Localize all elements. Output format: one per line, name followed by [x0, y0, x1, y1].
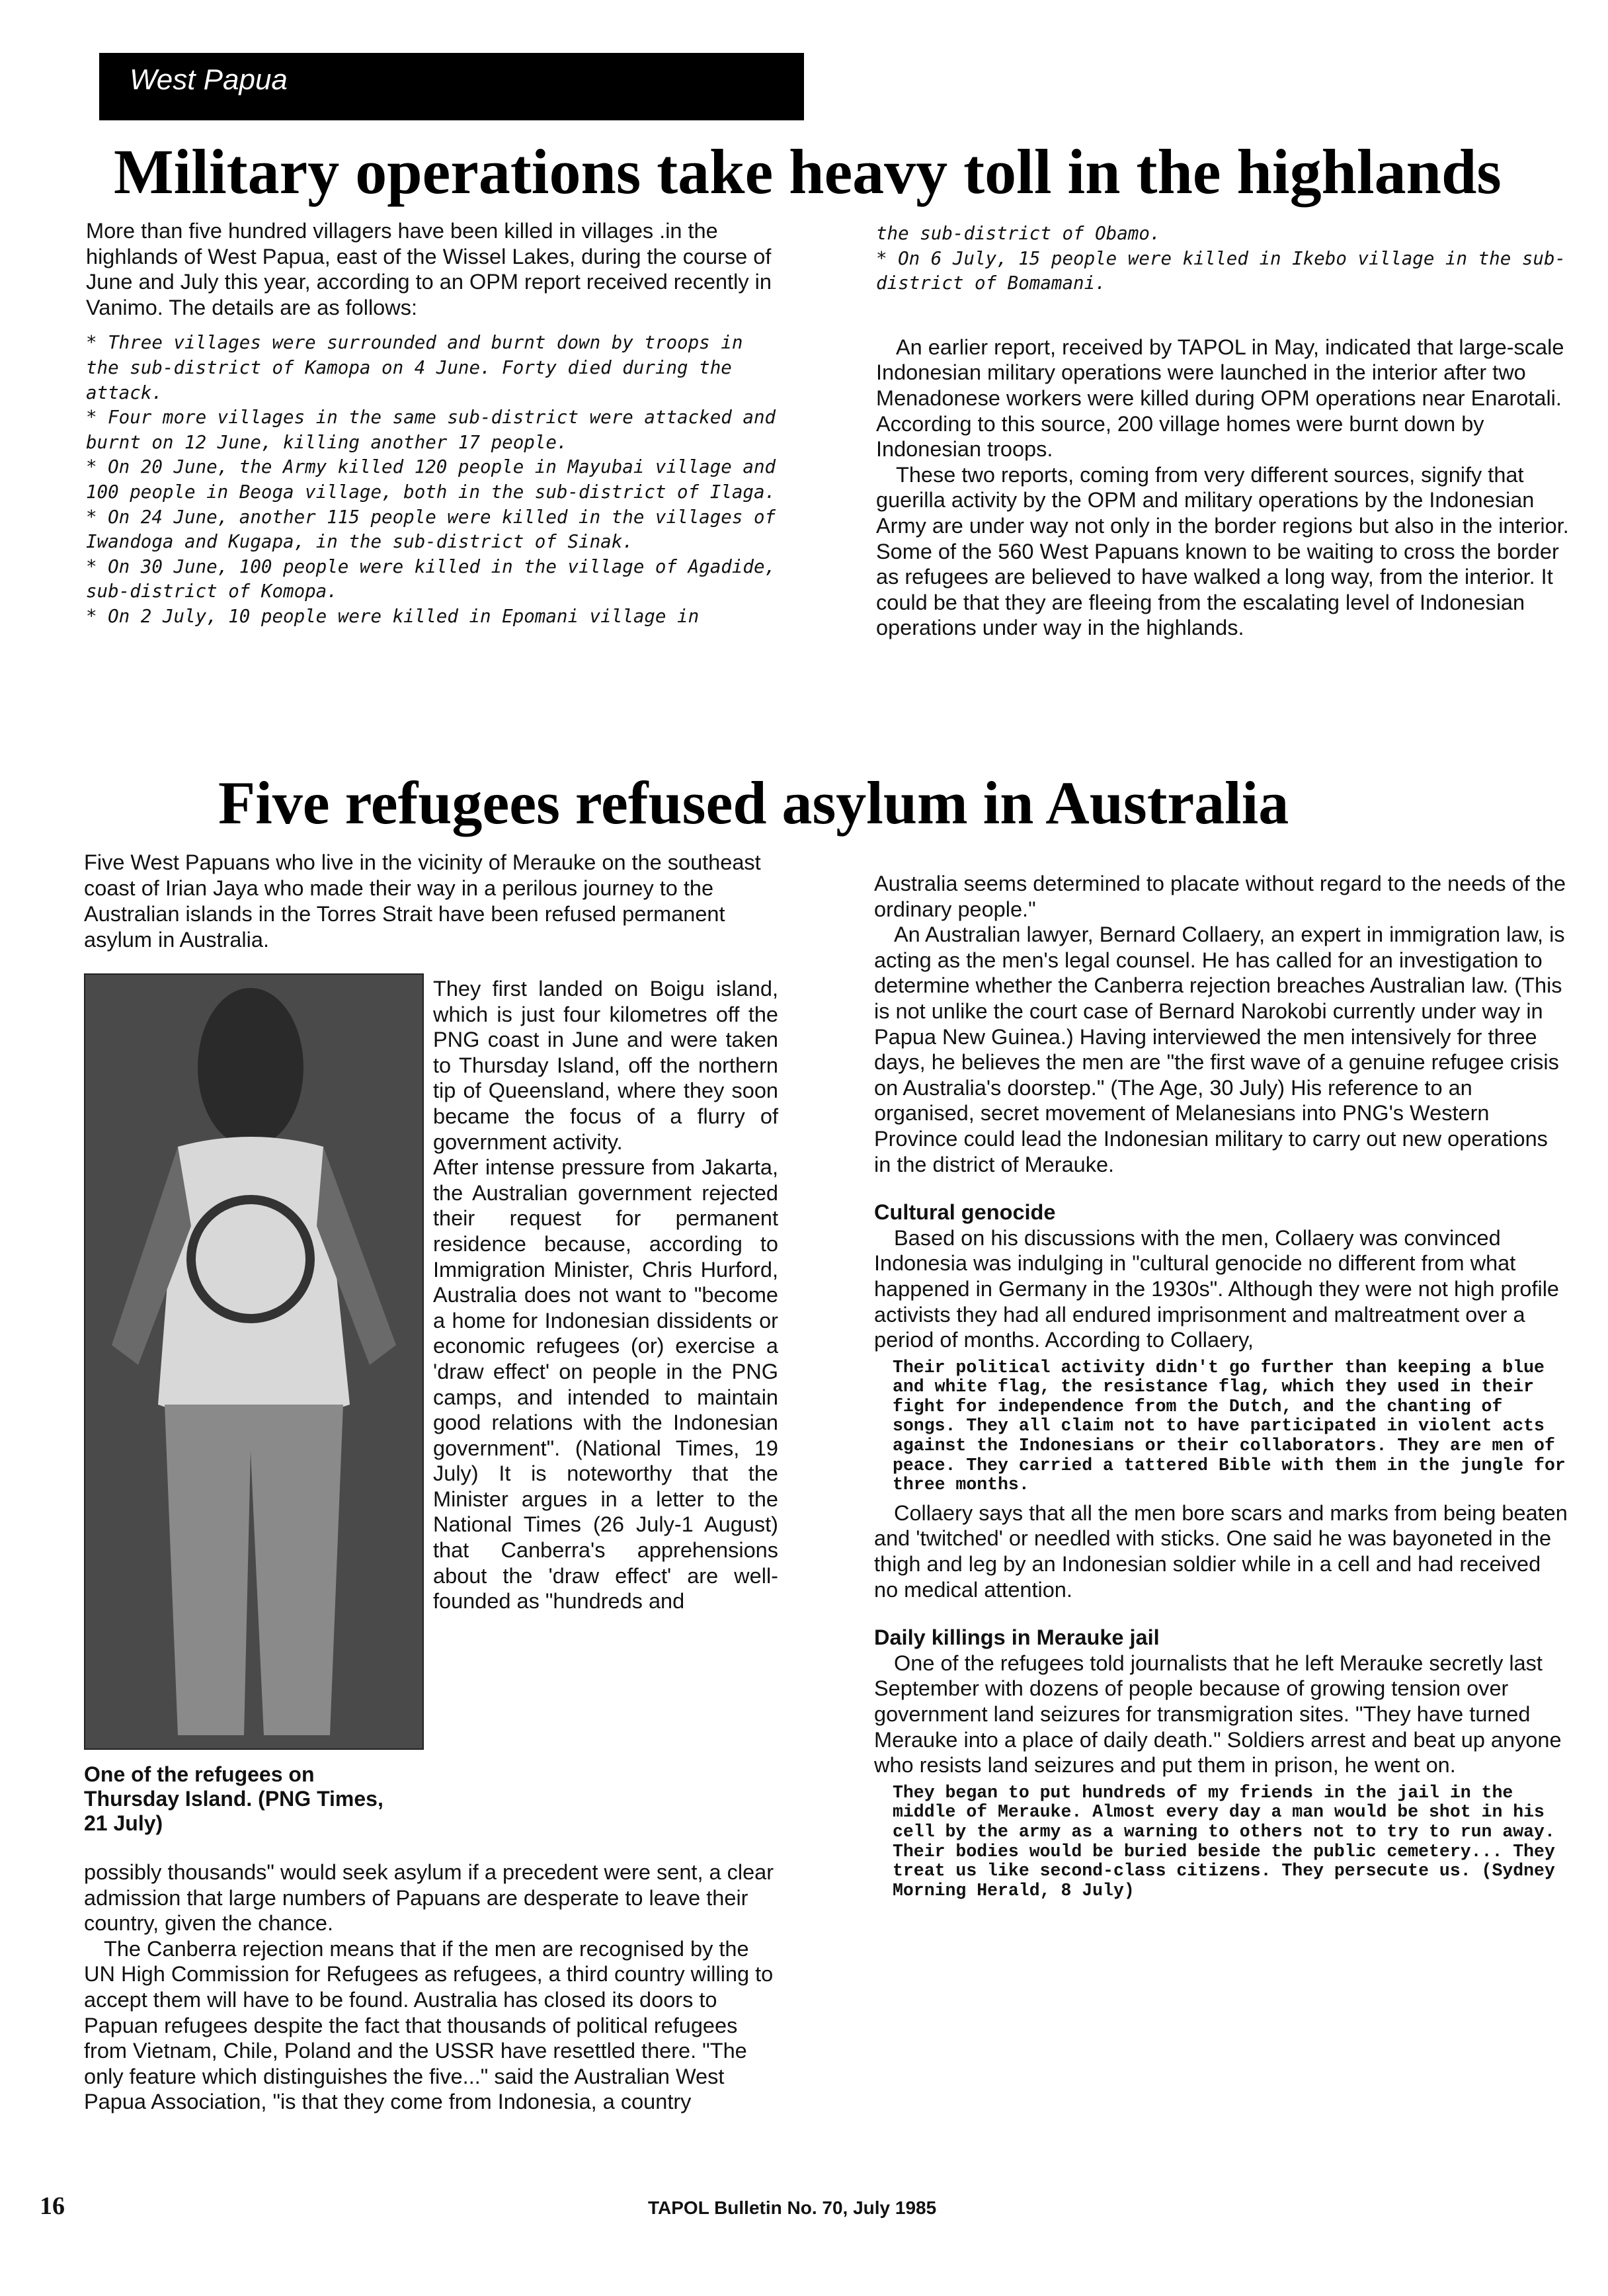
article1-intro: More than five hundred villagers have been killed in villages .in the highlands of West Papua, east of the Wissel Lakes, during the course of June and July this year, according to an OPM report received recently in Vanimo. The details are as follows: — [86, 219, 772, 319]
article2-paragraph: Australia seems determined to placate without regard to the needs of the ordinary people." — [874, 872, 1566, 921]
publication-footer: TAPOL Bulletin No. 70, July 1985 — [648, 2197, 937, 2218]
article2-paragraph: One of the refugees told journalists that he left Merauke secretly last September with dozens of people because of growing tension over government land seizures for transmigration sites. "They have turned Merauke into a place of daily death." Soldiers arrest and beat up anyone who resists land seizures and put them in prison, he went on. — [874, 1651, 1562, 1778]
article2-wrap-column — [433, 976, 778, 1614]
subhead-daily-killings: Daily killings in Merauke jail — [874, 1625, 1160, 1650]
article1-item: the sub-district of Obamo. — [876, 223, 1161, 244]
photo-caption: One of the refugees on Thursday Island. (PNG Times, 21 July) — [84, 1762, 383, 1835]
article1-items — [86, 331, 780, 629]
article1-left-column — [86, 218, 780, 630]
article2-wrap-paragraph: They first landed on Boigu island, which is just four kilometres off the PNG coast in June and were taken to Thursday Island, off the northern tip of Queensland, where they soon became the focus of a flurry of government activity. — [433, 977, 778, 1154]
refugee-photo-illustration — [85, 975, 422, 1748]
article1-item: * On 24 June, another 115 people were killed in the villages of Iwandoga and Kugapa, in the sub-district of Sinak. — [86, 506, 776, 553]
article2-wrap-paragraph: After intense pressure from Jakarta, the Australian government rejected their request for permanent residence because, according to Immigration Minister, Chris Hurford, Australia does not want to "become a home for Indonesian dissidents or economic refugees (or) exercise a 'draw effect' on people in the PNG camps, and intended to maintain good relations with the Indonesian government". (National Times, 19 July) It is noteworthy that the Minister argues in a letter to the National Times (26 July-1 August) that Canberra's apprehensions about the 'draw effect' are well-founded as "hundreds and — [433, 1155, 778, 1614]
article1-right-column — [876, 222, 1570, 641]
article1-item: * On 20 June, the Army killed 120 people in Mayubai village and 100 people in Beoga village, both in the sub-district of Ilaga. — [86, 456, 776, 503]
article2-headline: Five refugees refused asylum in Australia — [218, 769, 1289, 837]
article2-paragraph: Based on his discussions with the men, Collaery was convinced Indonesia was indulging in "cultural genocide no different from what happened in Germany in the 1930s". Although they were not high profile activists they had all endured imprisonment and maltreatment over a period of months. According to Collaery, — [874, 1225, 1559, 1352]
refugee-quote: They began to put hundreds of my friends in the jail in the middle of Merauke. Almost every day a man would be shot in his cell by the army as a warning to others not to try to run away. Their bodies would be buried beside the public cemetery... They treat us like second-class citizens. They persecute us. (Sydney Morning Herald, 8 July) — [893, 1782, 1555, 1901]
section-label: West Papua — [130, 63, 288, 96]
article2-lead — [84, 850, 780, 953]
article2-right-column — [874, 871, 1570, 1906]
article1-item: * On 30 June, 100 people were killed in the village of Agadide, sub-district of Komopa. — [86, 555, 776, 602]
article2-paragraph: possibly thousands" would seek asylum if a precedent were sent, a clear admission that large numbers of Papuans are desperate to leave their country, given the chance. — [84, 1860, 774, 1936]
article1-item: * On 6 July, 15 people were killed in Ikebo village in the sub-district of Bomamani. — [876, 247, 1566, 294]
article2-paragraph: An Australian lawyer, Bernard Collaery, an expert in immigration law, is acting as the men's legal counsel. He has called for an investigation to determine whether the Canberra rejection breaches Australian law. (This is not unlike the court case of Bernard Narokobi currently under way in Papua New Guinea.) Having interviewed the men intensively for three days, he believes the men are "the first wave of a genuine refugee crisis on Australia's doorstep." (The Age, 30 July) His reference to an organised, secret movement of Melanesians into PNG's Western Province could lead the Indonesian military to carry out new operations in the district of Merauke. — [874, 922, 1565, 1176]
article1-item: * On 2 July, 10 people were killed in Epomani village in — [86, 605, 700, 627]
article2-left-lower — [84, 1860, 780, 2115]
article2-paragraph: Collaery says that all the men bore scars and marks from being beaten and 'twitched' or needled with sticks. One said he was bayoneted in the thigh and leg by an Indonesian soldier while in a cell and had received no medical attention. — [874, 1500, 1568, 1602]
article2-lead-text: Five West Papuans who live in the vicinity of Merauke on the southeast coast of Irian Jaya who made their way in a perilous journey to the Australian islands in the Torres Strait have been refused permanent asylum in Australia. — [84, 850, 761, 952]
subhead-cultural-genocide: Cultural genocide — [874, 1200, 1056, 1225]
article1-item: * Four more villages in the same sub-district were attacked and burnt on 12 June, killing another 17 people. — [86, 407, 776, 453]
article1-paragraph: These two reports, coming from very different sources, signify that guerilla activity by the OPM and military operations by the Indonesian Army are under way not only in the border regions but also in the interior. Some of the 560 West Papuans known to be waiting to cross the border as refugees are believed to have walked a long way, from the interior. It could be that they are fleeing from the escalating level of Indonesian operations under way in the highlands. — [876, 462, 1569, 640]
article1-items-continued — [876, 222, 1570, 296]
page-number: 16 — [40, 2192, 65, 2220]
article1-paragraph: An earlier report, received by TAPOL in May, indicated that large-scale Indonesian military operations were launched in the interior after two Menadonese workers were killed during OPM operations near Enarotali. According to this source, 200 village homes were burnt down by Indonesian troops. — [876, 335, 1564, 462]
article2-paragraph: The Canberra rejection means that if the men are recognised by the UN High Commission for Refugees as refugees, a third country willing to accept them will have to be found. Australia has closed its doors to Papuan refugees despite the fact that thousands of political refugees from Vietnam, Chile, Poland and the USSR have resettled there. "The only feature which distinguishes the five..." said the Australian West Papua Association, "is that they come from Indonesia, a country — [84, 1936, 774, 2114]
collaery-quote: Their political activity didn't go further than keeping a blue and white flag, the resistance flag, which they used in their fight for independence from the Dutch, and the chanting of songs. They all claim not to have participated in violent acts against the Indonesians or their collaborators. They are men of peace. They carried a tattered Bible with them in the jungle for three months. — [893, 1357, 1566, 1495]
article1-item: * Three villages were surrounded and burnt down by troops in the sub-district of Kamopa on 4 June. Forty died during the attack. — [86, 332, 743, 403]
refugee-photo — [84, 973, 424, 1750]
section-banner — [99, 53, 804, 120]
article1-headline: Military operations take heavy toll in the highlands — [114, 136, 1502, 207]
